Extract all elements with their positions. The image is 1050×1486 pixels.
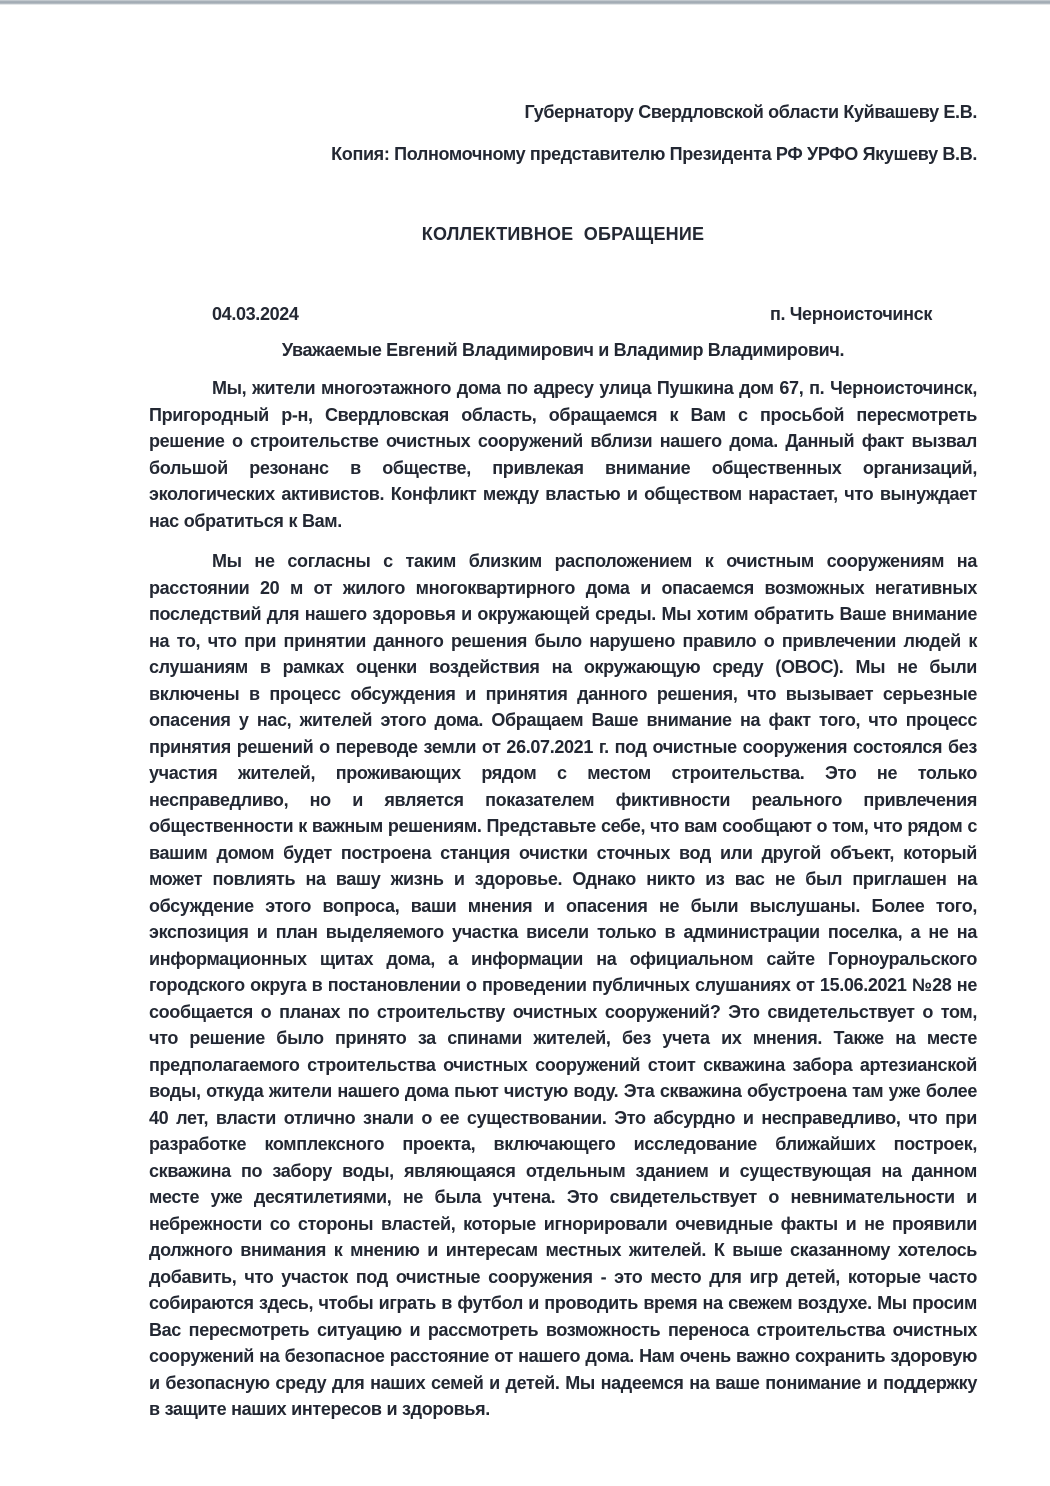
date-place-row [149,303,977,325]
recipient-line: Губернатору Свердловской области Куйвашеву Е.В. [524,102,977,122]
document-date: 04.03.2024 [212,304,299,324]
salutation-line: Уважаемые Евгений Владимирович и Владимир Владимирович. [281,340,845,360]
recipient-block [149,101,977,165]
paragraph-intro: Мы, жители многоэтажного дома по адресу улица Пушкина дом 67, п. Черноисточинск, Пригородный р-н, Свердловская область, обращаемся к Вам с просьбой пересмотреть решение о строительстве очистных сооружений вблизи нашего дома. Данный факт вызвал большой резонанс в обществе, привлекая внимание общественных организаций, экологических активистов. Конфликт между властью и обществом нарастает, что вынуждает нас обратиться к Вам. [149,378,977,531]
letter-content [0,101,1050,1423]
copy-recipient-line: Копия: Полномочному представителю Президента РФ УРФО Якушеву В.В. [331,144,977,164]
paragraph-main: Мы не согласны с таким близким расположением к очистным сооружениям на расстоянии 20 м от жилого многоквартирного дома и опасаемся возможных негативных последствий для нашего здоровья и окружающей среды. Мы хотим обратить Ваше внимание на то, что при принятии данного решения было нарушено правило о привлечении людей к слушаниям в рамках оценки воздействия на окружающую среду (ОВОС). Мы не были включены в процесс обсуждения и принятия данного решения, что вызывает серьезные опасения у нас, жителей этого дома. Обращаем Ваше внимание на факт того, что процесс принятия решений о переводе земли от 26.07.2021 г. под очистные сооружения состоялся без участия жителей, проживающих рядом с местом строительства. Это не только несправедливо, но и является показателем фиктивности реального привлечения общественности к важным решениям. Представьте себе, что вам сообщают о том, что рядом с вашим домом будет построена станция очистки сточных вод или другой объект, который может повлиять на вашу жизнь и здоровье. Однако никто из вас не был приглашен на обсуждение этого вопроса, ваши мнения и опасения не были выслушаны. Более того, экспозиция и план выделяемого участка висели только в администрации поселка, а не на информационных щитах дома, а информации на официальном сайте Горноуральского городского округа в постановлении о проведении публичных слушаниях от 15.06.2021 №28 не сообщается о планах по строительству очистных сооружений? Это свидетельствует о том, что решение было принято за спинами жителей, без учета их мнения. Также на месте предполагаемого строительства очистных сооружений стоит скважина забора артезианской воды, откуда жители нашего дома пьют чистую воду. Эта скважина обустроена там уже более 40 лет, власти отлично знали о ее существовании. Это абсурдно и несправедливо, что при разработке комплексного проекта, включающего исследование ближайших построек, скважина по забору воды, являющаяся отдельным зданием и существующая на данном месте уже десятилетиями, не была учтена. Это свидетельствует о невнимательности и небрежности со стороны властей, которые игнорировали очевидные факты и не проявили должного внимания к мнению и интересам местных жителей. К выше сказанному хотелось добавить, что участок под очистные сооружения - это место для игр детей, которые часто собираются здесь, чтобы играть в футбол и проводить время на свежем воздухе. Мы просим Вас пересмотреть ситуацию и рассмотреть возможность переноса строительства очистных сооружений на безопасное расстояние от нашего дома. Нам очень важно сохранить здоровую и безопасную среду для наших семей и детей. Мы надеемся на ваше понимание и поддержку в защите наших интересов и здоровья. [149,551,977,1419]
window-top-edge [0,0,1050,5]
document-title: КОЛЛЕКТИВНОЕ ОБРАЩЕНИЕ [421,224,705,244]
document-place: п. Черноисточинск [769,304,932,324]
